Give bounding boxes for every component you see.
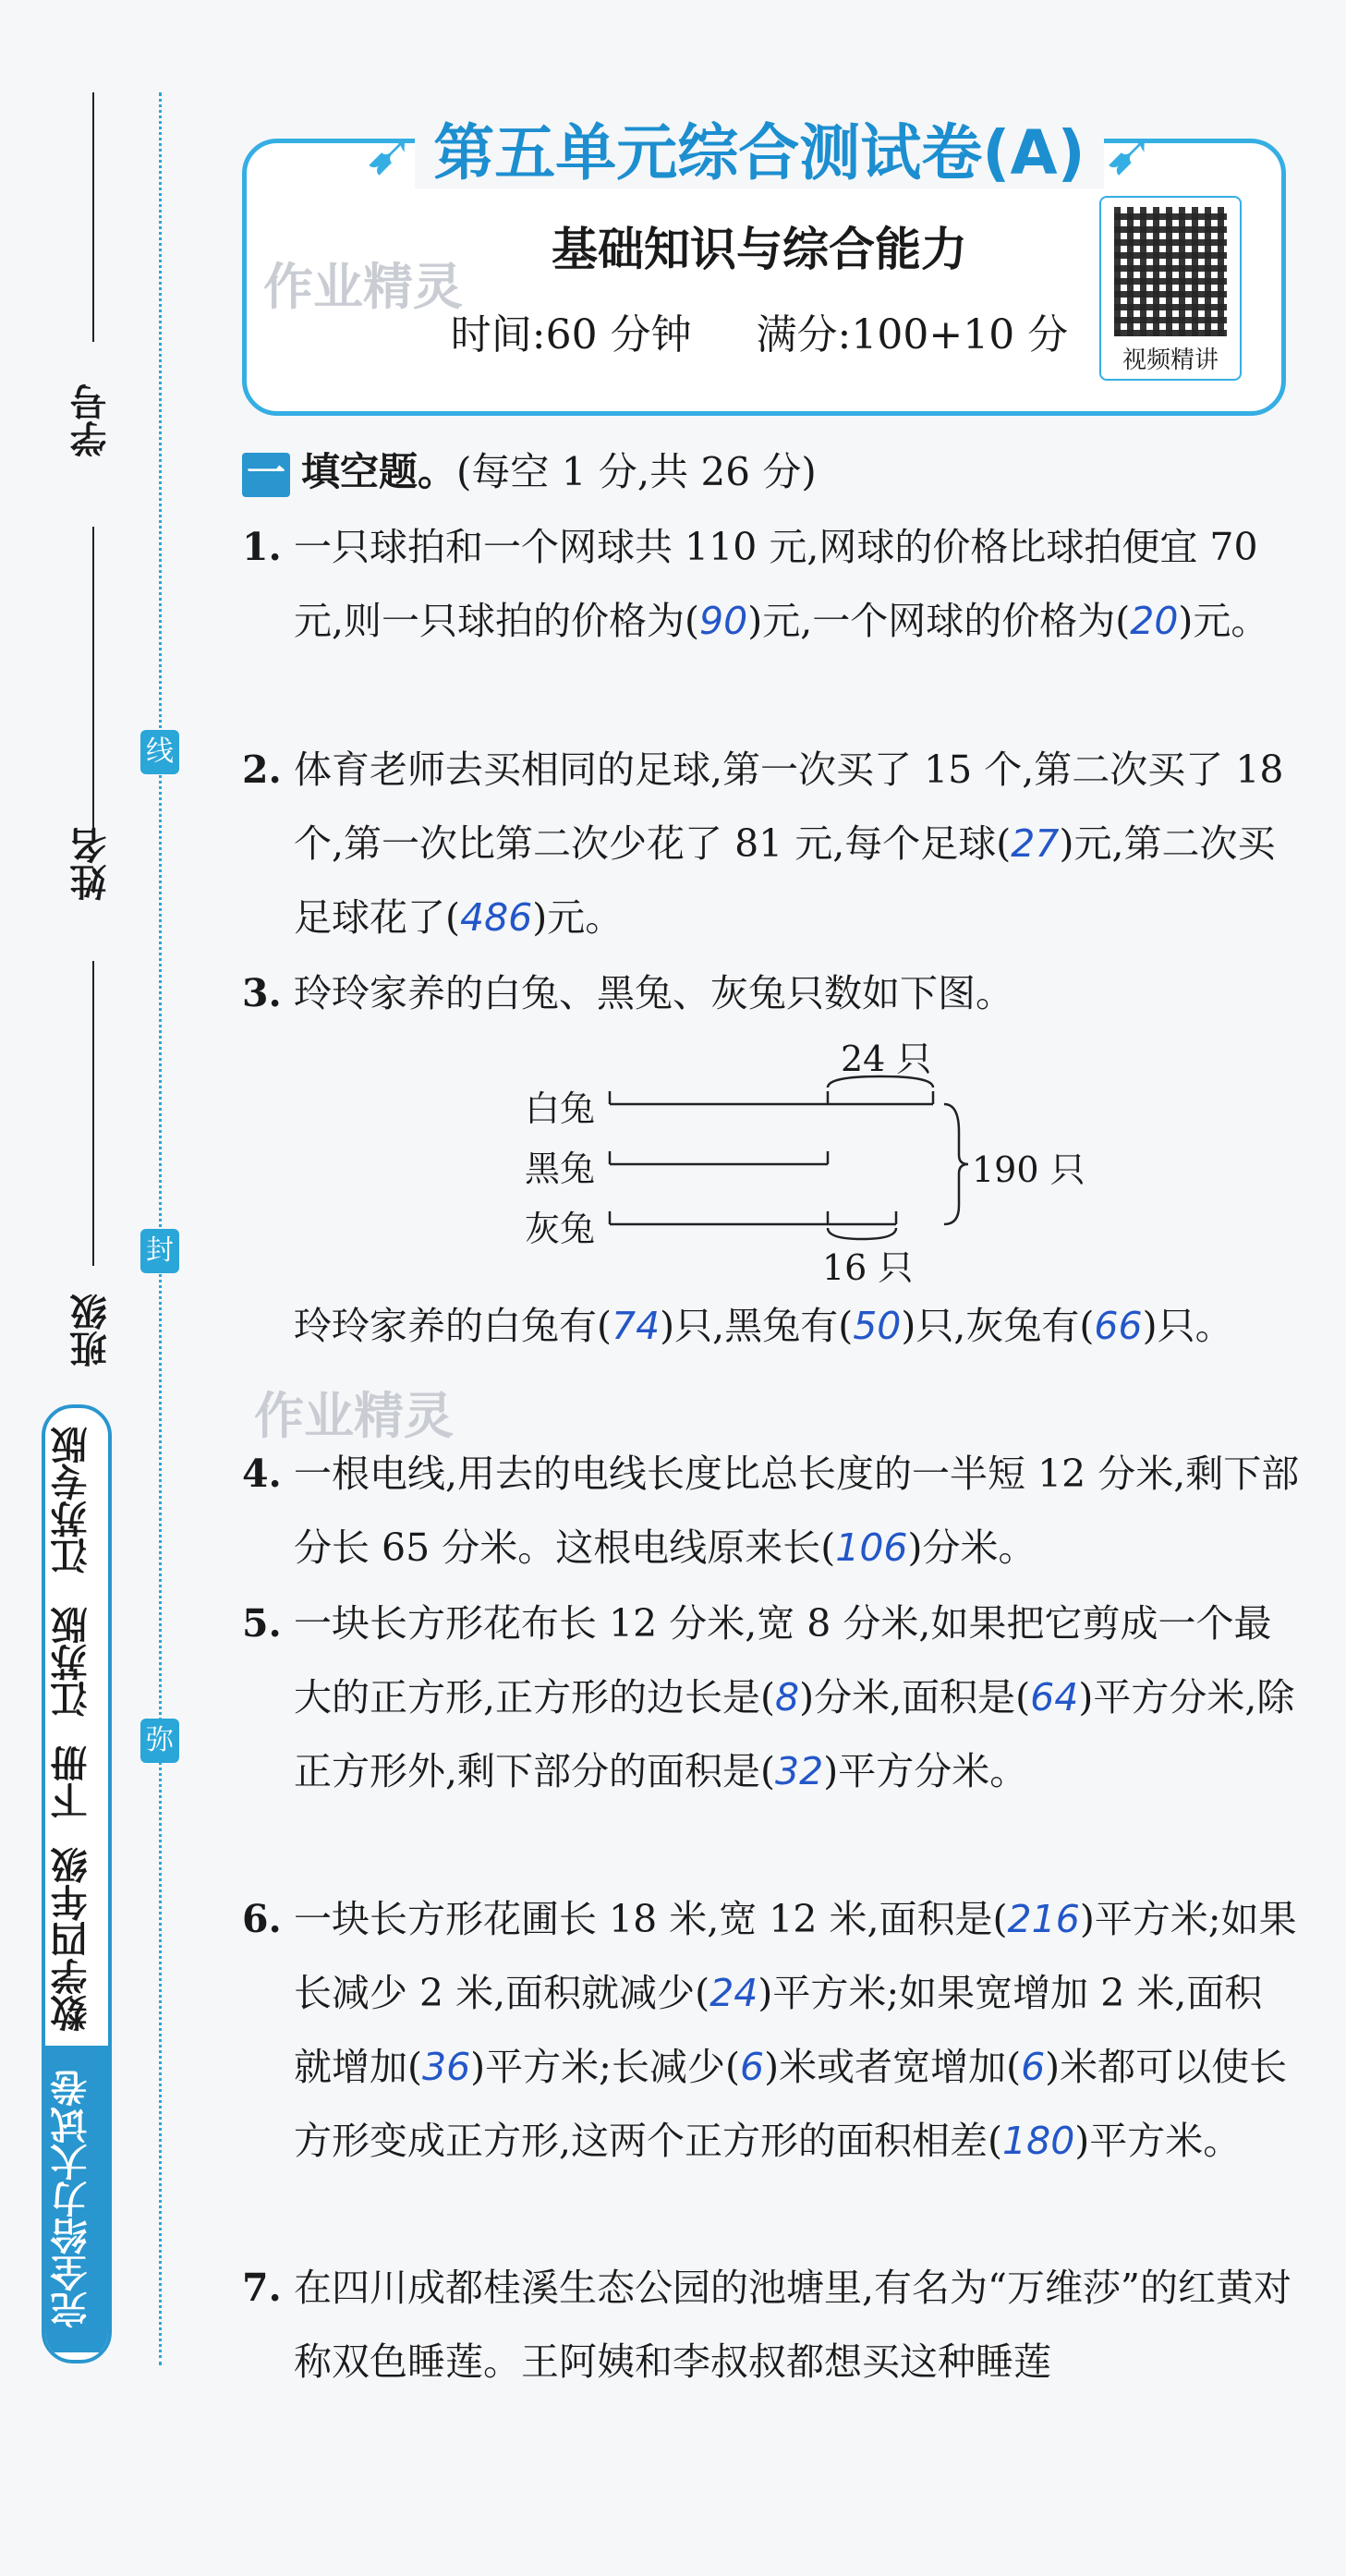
field-name: 姓名 xyxy=(69,827,113,901)
question-1: 1. 一只球拍和一个网球共 110 元,网球的价格比球拍便宜 70 元,则一只球拍的价格为(90)元,一个网球的价格为(20)元。 xyxy=(242,510,1300,658)
field-line xyxy=(92,527,94,832)
brand-series: 完全给力大试卷 xyxy=(45,2046,108,2352)
section-number: 一 xyxy=(242,453,290,497)
field-line xyxy=(92,92,94,342)
question-3: 3. 玲玲家养的白兔、黑兔、灰兔只数如下图。 xyxy=(242,956,1300,1030)
watermark: 作业精灵 xyxy=(254,1387,454,1445)
answer: 90 xyxy=(699,599,748,643)
answer: 74 xyxy=(612,1304,661,1348)
label-total: 190 只 xyxy=(972,1149,1085,1190)
time-label: 时间:60 分钟 xyxy=(450,311,692,358)
question-number: 4. xyxy=(242,1452,282,1496)
answer: 20 xyxy=(1130,599,1179,643)
score-label: 满分:100+10 分 xyxy=(756,311,1069,358)
answer: 216 xyxy=(1007,1897,1080,1941)
label-black: 黑兔 xyxy=(525,1148,596,1189)
question-number: 6. xyxy=(242,1897,282,1941)
qr-label: 视频精讲 xyxy=(1122,346,1219,374)
answer: 486 xyxy=(460,895,533,940)
answer: 24 xyxy=(709,1971,758,2015)
label-bottom-diff: 16 只 xyxy=(822,1247,914,1288)
brand-badge xyxy=(42,1404,112,2363)
section-title: 填空题。 xyxy=(301,449,457,494)
seal-char: 封 xyxy=(140,1229,179,1273)
label-white: 白兔 xyxy=(525,1088,596,1129)
field-line xyxy=(92,961,94,1266)
answer: 6 xyxy=(739,2045,765,2089)
answer: 32 xyxy=(775,1749,824,1793)
question-6: 6. 一块长方形花圃长 18 米,宽 12 米,面积是(216)平方米;如果长减少 2 米,面积就减少(24)平方米;如果宽增加 2 米,面积就增加(36)平方米;长减少(6)米或者宽增加(6)米都可以使长方形变成正方形,这两个正方形的面积相差(180)平方米。 xyxy=(242,1882,1300,2178)
rabbit-diagram xyxy=(517,1030,1090,1288)
answer: 64 xyxy=(1030,1675,1079,1719)
answer: 6 xyxy=(1021,2045,1046,2089)
field-class: 班级 xyxy=(69,1294,113,1367)
answer: 66 xyxy=(1094,1304,1143,1348)
answer: 106 xyxy=(835,1525,908,1570)
qr-code-box[interactable] xyxy=(1099,196,1242,381)
answer: 50 xyxy=(853,1304,902,1348)
brand-grade: 数学四年级 xyxy=(51,1847,93,2032)
section-note: (每空 1 分,共 26 分) xyxy=(456,449,817,494)
question-3-answer: 玲玲家养的白兔有(74)只,黑兔有(50)只,灰兔有(66)只。 xyxy=(294,1304,1233,1348)
answer: 27 xyxy=(1011,821,1060,866)
question-number: 5. xyxy=(242,1601,282,1646)
seal-char: 弥 xyxy=(140,1719,179,1763)
watermark: 作业精灵 xyxy=(263,258,463,316)
brand-volume: 下册 xyxy=(51,1745,93,1819)
label-top-diff: 24 只 xyxy=(841,1039,932,1079)
label-gray: 灰兔 xyxy=(525,1209,596,1249)
binding-sidebar xyxy=(0,0,176,2402)
qr-code-icon[interactable] xyxy=(1114,207,1227,336)
question-5: 5. 一块长方形花布长 12 分米,宽 8 分米,如果把它剪成一个最大的正方形,正方形的边长是(8)分米,面积是(64)平方分米,除正方形外,剩下部分的面积是(32)平方分米。 xyxy=(242,1586,1300,1808)
answer: 36 xyxy=(422,2045,471,2089)
field-student-id: 学号 xyxy=(69,383,113,457)
question-number: 1. xyxy=(242,525,282,569)
question-4: 4. 一根电线,用去的电线长度比总长度的一半短 12 分米,剩下部分长 65 分米。这根电线原来长(106)分米。 xyxy=(242,1437,1300,1585)
answer: 180 xyxy=(1002,2119,1075,2163)
page-title: ➹ 第五单元综合测试卷(A) ➹ xyxy=(363,117,1156,188)
brand-edition: 江苏专版 xyxy=(51,1427,93,1574)
question-number: 7. xyxy=(242,2266,282,2310)
seal-char: 线 xyxy=(140,730,179,774)
exam-subtitle: 基础知识与综合能力 xyxy=(552,223,967,276)
question-2: 2. 体育老师去买相同的足球,第一次买了 15 个,第二次买了 18 个,第一次比第二次少花了 81 元,每个足球(27)元,第二次买足球花了(486)元。 xyxy=(242,733,1300,954)
section-heading xyxy=(242,442,817,497)
question-7: 7. 在四川成都桂溪生态公园的池塘里,有名为“万维莎”的红黄对称双色睡莲。王阿姨和李叔叔都想买这种睡莲 xyxy=(242,2251,1300,2399)
question-number: 2. xyxy=(242,747,282,792)
question-number: 3. xyxy=(242,971,282,1015)
brand-version: 江苏版 xyxy=(51,1607,93,1718)
answer: 8 xyxy=(775,1675,800,1719)
